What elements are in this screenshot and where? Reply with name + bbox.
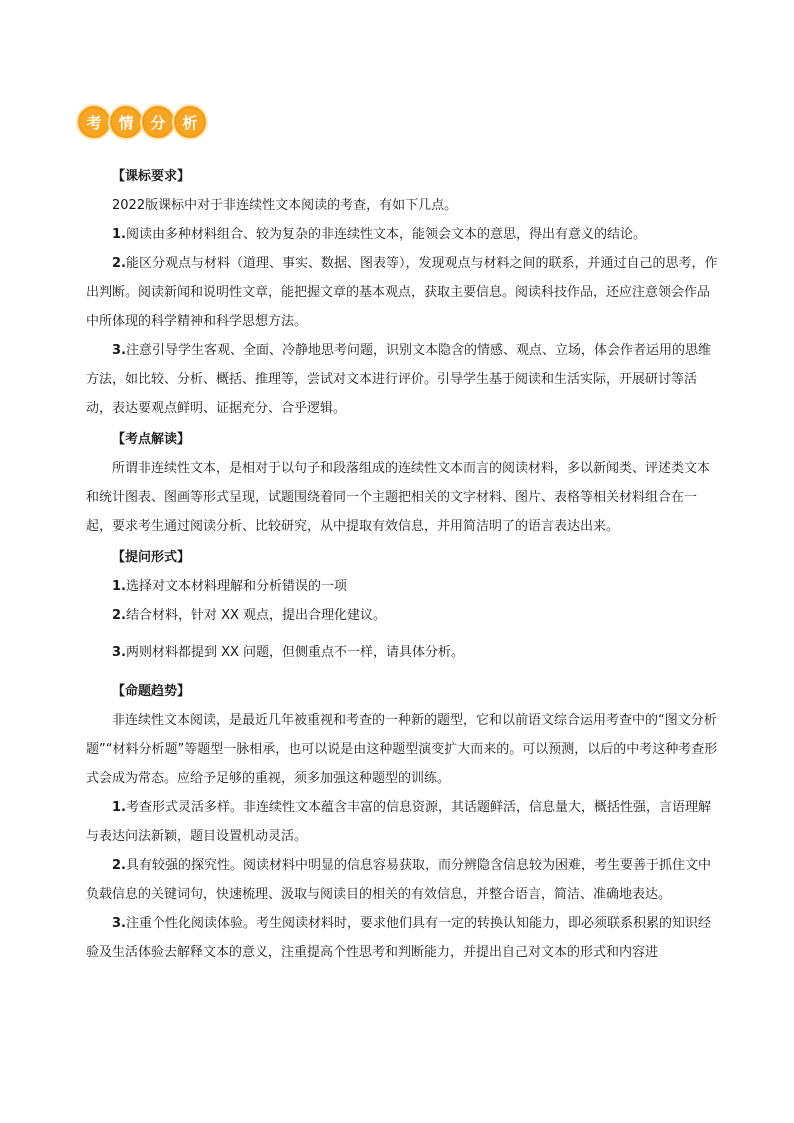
numbered-paragraph: [86, 851, 718, 909]
numbered-paragraph: [86, 220, 718, 249]
item-number: 2.: [112, 608, 126, 623]
item-number: 3.: [112, 916, 126, 931]
item-text: 注意引导学生客观、全面、冷静地思考问题，识别文本隐含的情感、观点、立场，体会作者运用的思维方法，如比较、分析、概括、推理等，尝试对文本进行评价。引导学生基于阅读和生活实际，开展研讨等活动，表达要观点鲜明、证据充分、合乎逻辑。: [86, 343, 711, 416]
item-text: 能区分观点与材料（道理、事实、数据、图表等），发现观点与材料之间的联系，并通过自己的思考，作出判断。阅读新闻和说明性文章，能把握文章的基本观点，获取主要信息。阅读科技作品，还应注意领会作品中所体现的科学精神和科学思想方法。: [86, 256, 718, 329]
badge-char: 情: [108, 104, 144, 140]
numbered-paragraph: [86, 793, 718, 851]
numbered-paragraph: [86, 572, 718, 601]
item-number: 1.: [112, 227, 126, 242]
item-text: 具有较强的探究性。阅读材料中明显的信息容易获取，而分辨隐含信息较为困难，考生要善于抓住文中负载信息的关键词句，快速梳理、汲取与阅读目的相关的有效信息，并整合语言，简洁、准确地表达。: [86, 858, 711, 902]
item-text: 注重个性化阅读体验。考生阅读材料时，要求他们具有一定的转换认知能力，即必须联系积累的知识经验及生活体验去解释文本的意义，注重提高个性思考和判断能力，并提出自己对文本的形式和内容进: [86, 916, 711, 960]
section-heading: 【考点解读】: [112, 432, 191, 447]
section-heading: 【提问形式】: [112, 550, 191, 565]
numbered-paragraph: [86, 638, 718, 667]
item-text: 考查形式灵活多样。非连续性文本蕴含丰富的信息资源，其话题鲜活，信息量大，概括性强，言语理解与表达问法新颖，题目设置机动灵活。: [86, 800, 711, 844]
item-number: 1.: [112, 579, 126, 594]
numbered-paragraph: [86, 601, 718, 630]
badge-char: 分: [140, 104, 176, 140]
item-text: 选择对文本材料理解和分析错误的一项: [125, 579, 347, 594]
section-heading: 【课标要求】: [112, 169, 191, 184]
paragraph: 非连续性文本阅读，是最近几年被重视和考查的一种新的题型，它和以前语文综合运用考查中的“图文分析题”“材料分析题”等题型一脉相承，也可以说是由这种题型演变扩大而来的。可以预测，以后的中考这种考查形式会成为常态。应给予足够的重视，须多加强这种题型的训练。: [86, 713, 718, 786]
document-body: [86, 160, 718, 967]
item-number: 3.: [112, 645, 126, 660]
item-text: 阅读由多种材料组合、较为复杂的非连续性文本，能领会文本的意思，得出有意义的结论。: [125, 227, 646, 242]
item-text: 结合材料，针对 XX 观点，提出合理化建议。: [125, 608, 387, 623]
numbered-paragraph: [86, 249, 718, 336]
badge-char: 考: [76, 104, 112, 140]
numbered-paragraph: [86, 909, 718, 967]
section-heading: 【命题趋势】: [112, 684, 191, 699]
paragraph: 2022版课标中对于非连续性文本阅读的考查，有如下几点。: [112, 198, 458, 213]
item-number: 2.: [112, 858, 126, 873]
item-number: 2.: [112, 256, 126, 271]
item-number: 1.: [112, 800, 126, 815]
item-number: 3.: [112, 343, 126, 358]
badge-char: 析: [172, 104, 208, 140]
numbered-paragraph: [86, 336, 718, 423]
section-badge: [76, 104, 204, 140]
item-text: 两则材料都提到 XX 问题，但侧重点不一样，请具体分析。: [125, 645, 465, 660]
paragraph: 所谓非连续性文本，是相对于以句子和段落组成的连续性文本而言的阅读材料，多以新闻类、评述类文本和统计图表、图画等形式呈现，试题围绕着同一个主题把相关的文字材料、图片、表格等相关材料组合在一起，要求考生通过阅读分析、比较研究，从中提取有效信息，并用简洁明了的语言表达出来。: [86, 461, 711, 534]
